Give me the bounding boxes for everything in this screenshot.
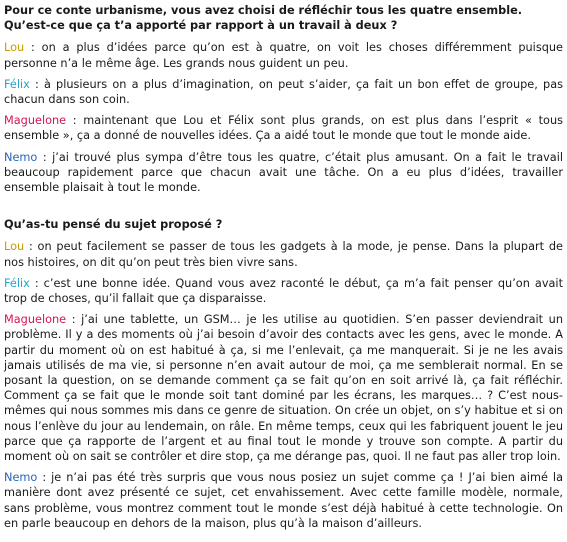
speaker-maguelone: Maguelone — [4, 313, 67, 327]
answer-lou-1 — [4, 40, 563, 70]
spacer — [4, 232, 563, 239]
answer-felix-2 — [4, 276, 563, 306]
answer-maguelone-2 — [4, 312, 563, 464]
question-2: Qu’as-tu pensé du sujet proposé ? — [4, 218, 223, 232]
answer-felix-1 — [4, 77, 563, 107]
speaker-felix: Félix — [4, 77, 30, 91]
answer-nemo-2 — [4, 470, 563, 531]
speaker-felix: Félix — [4, 276, 30, 290]
speaker-nemo: Nemo — [4, 150, 38, 164]
answer-text: : je n’ai pas été très surpris que vous nous posiez un sujet comme ça ! J’ai bien aimé la manière dont avez présenté ce sujet, cet envahissement. Avec cette famille modèle, normale, sans problème, vous montrez comment tout le monde s’est déjà habitué à cette technologie. On en parle beaucoup en dehors de la maison, plus qu’à la maison d’ailleurs. — [4, 471, 563, 530]
answer-text: : maintenant que Lou et Félix sont plus grands, on est plus dans l’esprit « tous ensemble », ça a donné de nouvelles idées. Ça a aidé tout le monde que tout le monde aide. — [4, 114, 563, 143]
answer-nemo-1 — [4, 150, 563, 196]
answer-text: : à plusieurs on a plus d’imagination, on peut s’aider, ça fait un bon effet de groupe, pas chacun dans son coin. — [4, 77, 563, 107]
answer-maguelone-1 — [4, 113, 563, 143]
speaker-lou: Lou — [4, 41, 25, 55]
answer-lou-2 — [4, 239, 563, 269]
answer-text: : on a plus d’idées parce qu’on est à quatre, on voit les choses différemment puisque personne n’a le même âge. Les grands nous guident un peu. — [4, 41, 563, 70]
speaker-maguelone: Maguelone — [4, 114, 67, 128]
answer-text: : on peut facilement se passer de tous les gadgets à la mode, je pense. Dans la plupart de nos histoires, on dit qu’on peut très bien vivre sans. — [4, 240, 563, 269]
answer-text: : j’ai une tablette, un GSM… je les utilise au quotidien. S’en passer deviendrait un problème. Il y a des moments où j’ai besoin d’avoir des contacts avec les gens, avec le monde. A partir du moment où on est habitué à ça, si me l’enlevait, ça me manquerait. Si je ne les avais jamais utilisés de ma vie, si personne n’en avait autour de moi, ça me semblerait normal. En se posant la question, on se demande comment ça se fait qu’on en soit arrivé là, ça fait réfléchir. Comment ça se fait que le monde soit tant dominé par les écrans, les marques… ? C’est nous-mêmes qui nous sommes mis dans ce genre de situation. On crée un objet, on s’y habitue et si on nous l’enlève du jour au lendemain, on râle. En même temps, ceux qui les fabriquent jouent le jeu parce que ça rapporte de l’argent et au final tout le monde y trouve son compte. A partir du moment où on sait se contrôler et dire stop, ça me dérange pas, quoi. Il ne faut pas aller trop loin. — [4, 313, 563, 464]
question-1: Pour ce conte urbanisme, vous avez choisi de réfléchir tous les quatre ensemble. Qu’est-ce que ça t’a apporté par rapport à un travail à deux ? — [4, 4, 523, 33]
spacer — [4, 33, 563, 40]
speaker-lou: Lou — [4, 240, 25, 254]
answer-text: : j’ai trouvé plus sympa d’être tous les quatre, c’était plus amusant. On a fait le travail beaucoup rapidement parce que chacun avait une tâche. On a eu plus d’idées, travailler ensemble plaisait à tout le monde. — [4, 150, 563, 195]
speaker-nemo: Nemo — [4, 471, 38, 485]
answer-text: : c’est une bonne idée. Quand vous avez raconté le début, ça m’a fait penser qu’on avait trop de choses, qu’il fallait que ça disparaisse. — [4, 276, 563, 306]
